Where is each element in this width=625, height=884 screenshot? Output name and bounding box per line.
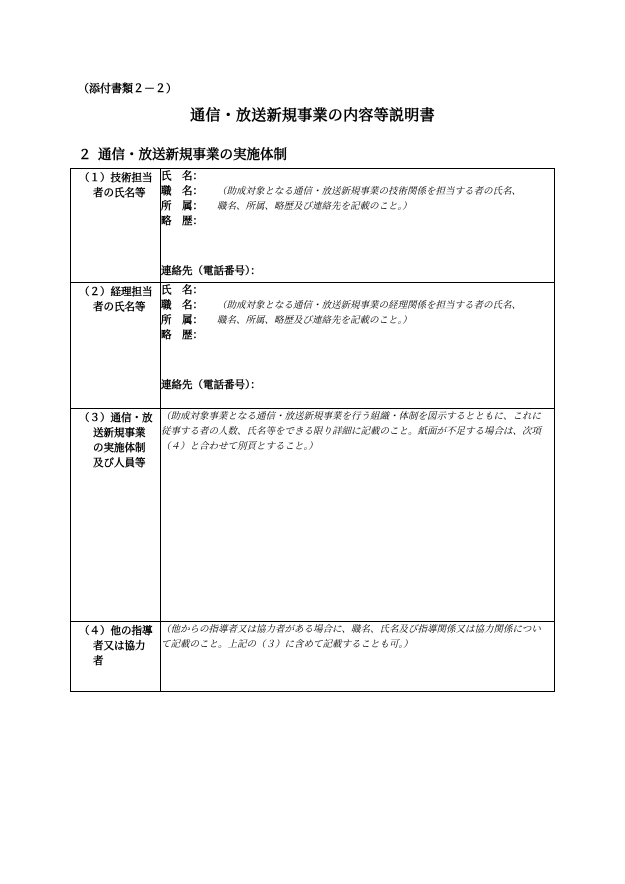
- row-content-advisors[interactable]: [161, 622, 555, 692]
- instruction-note-cont: 職名、所属、略歴及び連絡先を記載のこと。）: [217, 315, 412, 326]
- table-row-advisors: [71, 622, 555, 692]
- row-label-line: 者又は協力: [93, 640, 146, 652]
- row-label-line: （３）通信・放: [79, 412, 153, 424]
- section-heading: [78, 143, 287, 163]
- row-label-accounting: [71, 283, 161, 409]
- table-row-technical: [71, 169, 555, 283]
- instruction-note: （他からの指導者又は協力者がある場合に、職名、氏名及び指導関係又は協力関係について記載のこと。上記の（３）に含めて記載することも可。）: [161, 624, 541, 650]
- field-contact: 連絡先（電話番号）：: [161, 379, 261, 391]
- field-history: 略 歴：: [161, 329, 203, 341]
- row-label-line: （１）技術担当: [79, 172, 153, 184]
- section-number: ２: [78, 147, 92, 163]
- instruction-note: （助成対象事業となる通信・放送新規事業を行う組織・体制を図示するとともに、これに従事する者の人数、氏名等をできる限り詳細に記載のこと。紙面が不足する場合は、次項（４）と合わせて別頁とすること。）: [161, 411, 542, 452]
- row-label-line: 者: [93, 655, 104, 667]
- row-label-line: 送新規事業: [93, 427, 146, 439]
- section-heading-text: 通信・放送新規事業の実施体制: [98, 147, 287, 163]
- field-history: 略 歴：: [161, 215, 203, 227]
- row-label-line: （２）経理担当: [79, 286, 153, 298]
- field-affiliation: 所 属： 職名、所属、略歴及び連絡先を記載のこと。）: [161, 200, 412, 212]
- row-label-technical: [71, 169, 161, 283]
- field-contact: 連絡先（電話番号）：: [161, 265, 261, 277]
- row-label-line: の実施体制: [93, 442, 146, 454]
- instruction-note: （助成対象となる通信・放送新規事業の技術関係を担当する者の氏名、: [217, 186, 522, 197]
- field-name: 氏 名：: [161, 170, 203, 182]
- row-content-technical[interactable]: [161, 169, 555, 283]
- table-row-accounting: [71, 283, 555, 409]
- row-label-structure: [71, 409, 161, 622]
- table-row-structure: [71, 409, 555, 622]
- field-name: 氏 名：: [161, 284, 203, 296]
- row-label-line: 者の氏名等: [93, 187, 146, 199]
- row-content-structure[interactable]: [161, 409, 555, 622]
- field-affiliation: 所 属： 職名、所属、略歴及び連絡先を記載のこと。）: [161, 314, 412, 326]
- implementation-structure-table: [70, 168, 555, 692]
- document-title: 通信・放送新規事業の内容等説明書: [190, 106, 435, 124]
- row-label-line: （４）他の指導: [79, 625, 153, 637]
- row-content-accounting[interactable]: [161, 283, 555, 409]
- attachment-label: （添付書類２－２）: [78, 82, 177, 95]
- row-label-line: 及び人員等: [93, 457, 146, 469]
- field-position: 職 名： （助成対象となる通信・放送新規事業の経理関係を担当する者の氏名、: [161, 299, 522, 311]
- instruction-note: （助成対象となる通信・放送新規事業の経理関係を担当する者の氏名、: [217, 300, 522, 311]
- instruction-note-cont: 職名、所属、略歴及び連絡先を記載のこと。）: [217, 201, 412, 212]
- row-label-advisors: [71, 622, 161, 692]
- row-label-line: 者の氏名等: [93, 301, 146, 313]
- field-position: 職 名： （助成対象となる通信・放送新規事業の技術関係を担当する者の氏名、: [161, 185, 522, 197]
